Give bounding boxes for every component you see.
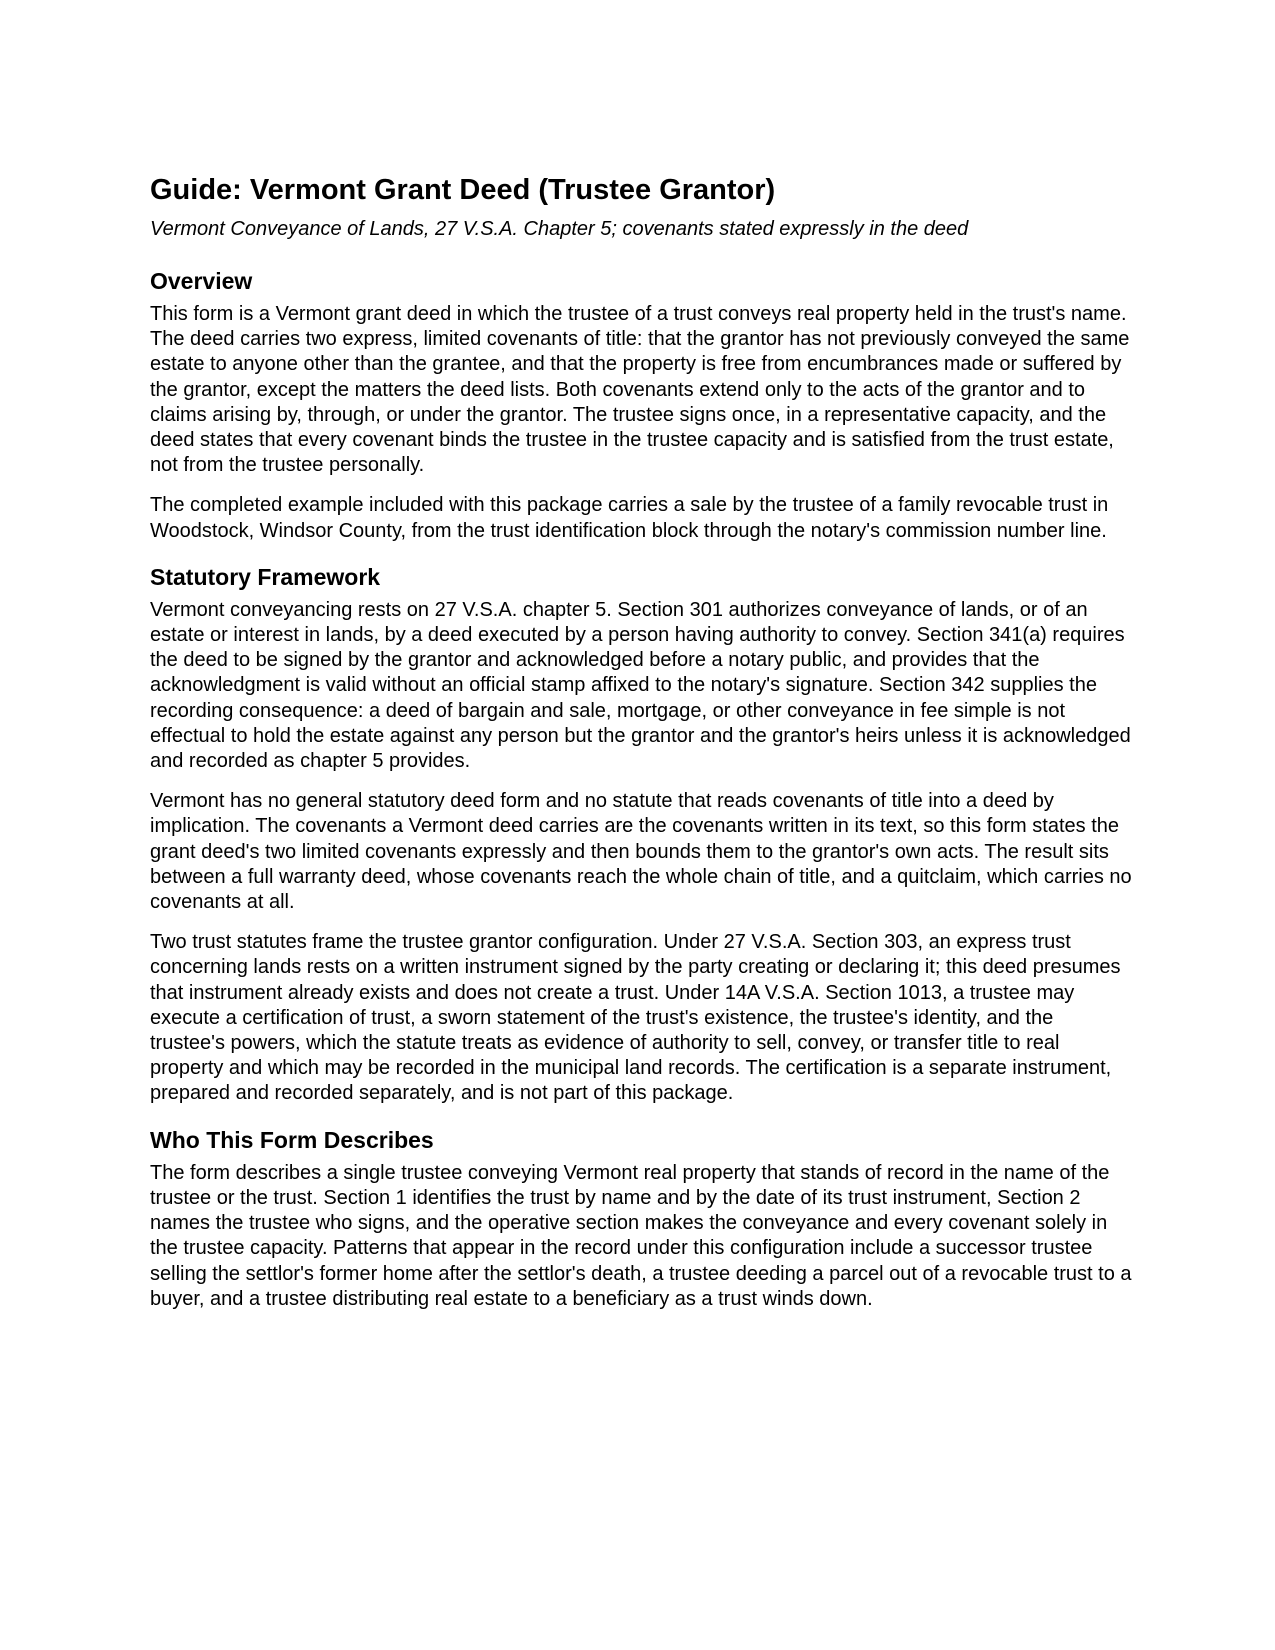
paragraph: Vermont has no general statutory deed form and no statute that reads covenants of title into a deed by implication. The covenants a Vermont deed carries are the covenants written in its text, so this form states the grant deed's two limited covenants expressly and then bounds them to the grantor's own acts. The result sits between a full warranty deed, whose covenants reach the whole chain of title, and a quitclaim, which carries no covenants at all.: [150, 790, 1132, 914]
section-heading: Who This Form Describes: [150, 1126, 434, 1153]
document-subtitle: Vermont Conveyance of Lands, 27 V.S.A. Chapter 5; covenants stated expressly in the deed: [150, 218, 969, 240]
section-who-this-form-describes: [150, 1125, 1132, 1312]
document-title: Guide: Vermont Grant Deed (Trustee Grantor): [150, 174, 776, 206]
section-heading: Statutory Framework: [150, 563, 381, 590]
paragraph: The completed example included with this package carries a sale by the trustee of a family revocable trust in Woodstock, Windsor County, from the trust identification block through the notary's commission number line.: [150, 494, 1109, 542]
section-overview: [150, 266, 1132, 544]
section-statutory-framework: [150, 562, 1132, 1107]
paragraph: Vermont conveyancing rests on 27 V.S.A. chapter 5. Section 301 authorizes conveyance of lands, or of an estate or interest in lands, by a deed executed by a person having authority to convey. Section 341(a) requires the deed to be signed by the grantor and acknowledged before a notary public, and provides that the acknowledgment is valid without an official stamp affixed to the notary's signature. Section 342 supplies the recording consequence: a deed of bargain and sale, mortgage, or other conveyance in fee simple is not effectual to hold the estate against any person but the grantor and the grantor's heirs unless it is acknowledged and recorded as chapter 5 provides.: [150, 598, 1131, 773]
paragraph: This form is a Vermont grant deed in which the trustee of a trust conveys real property held in the trust's name. The deed carries two express, limited covenants of title: that the grantor has not previously conveyed the same estate to anyone other than the grantee, and that the property is free from encumbrances made or suffered by the grantor, except the matters the deed lists. Both covenants extend only to the acts of the grantor and to claims arising by, through, or under the grantor. The trustee signs once, in a representative capacity, and the deed states that every covenant binds the trustee in the trustee capacity and is satisfied from the trust estate, not from the trustee personally.: [150, 303, 1130, 477]
section-heading: Overview: [150, 268, 253, 294]
paragraph: The form describes a single trustee conveying Vermont real property that stands of record in the name of the trustee or the trust. Section 1 identifies the trust by name and by the date of its trust instrument, Section 2 names the trustee who signs, and the operative section makes the conveyance and every covenant solely in the trustee capacity. Patterns that appear in the record under this configuration include a successor trustee selling the settlor's former home after the settlor's death, a trustee deeding a parcel out of a revocable trust to a buyer, and a trustee distributing real estate to a beneficiary as a trust winds down.: [150, 1161, 1132, 1310]
document-page: [150, 172, 1132, 1330]
paragraph: Two trust statutes frame the trustee grantor configuration. Under 27 V.S.A. Section 303, an express trust concerning lands rests on a written instrument signed by the party creating or declaring it; this deed presumes that instrument already exists and does not create a trust. Under 14A V.S.A. Section 1013, a trustee may execute a certification of trust, a sworn statement of the trust's existence, the trustee's identity, and the trustee's powers, which the statute treats as evidence of authority to sell, convey, or transfer title to real property and which may be recorded in the municipal land records. The certification is a separate instrument, prepared and recorded separately, and is not part of this package.: [150, 931, 1121, 1105]
